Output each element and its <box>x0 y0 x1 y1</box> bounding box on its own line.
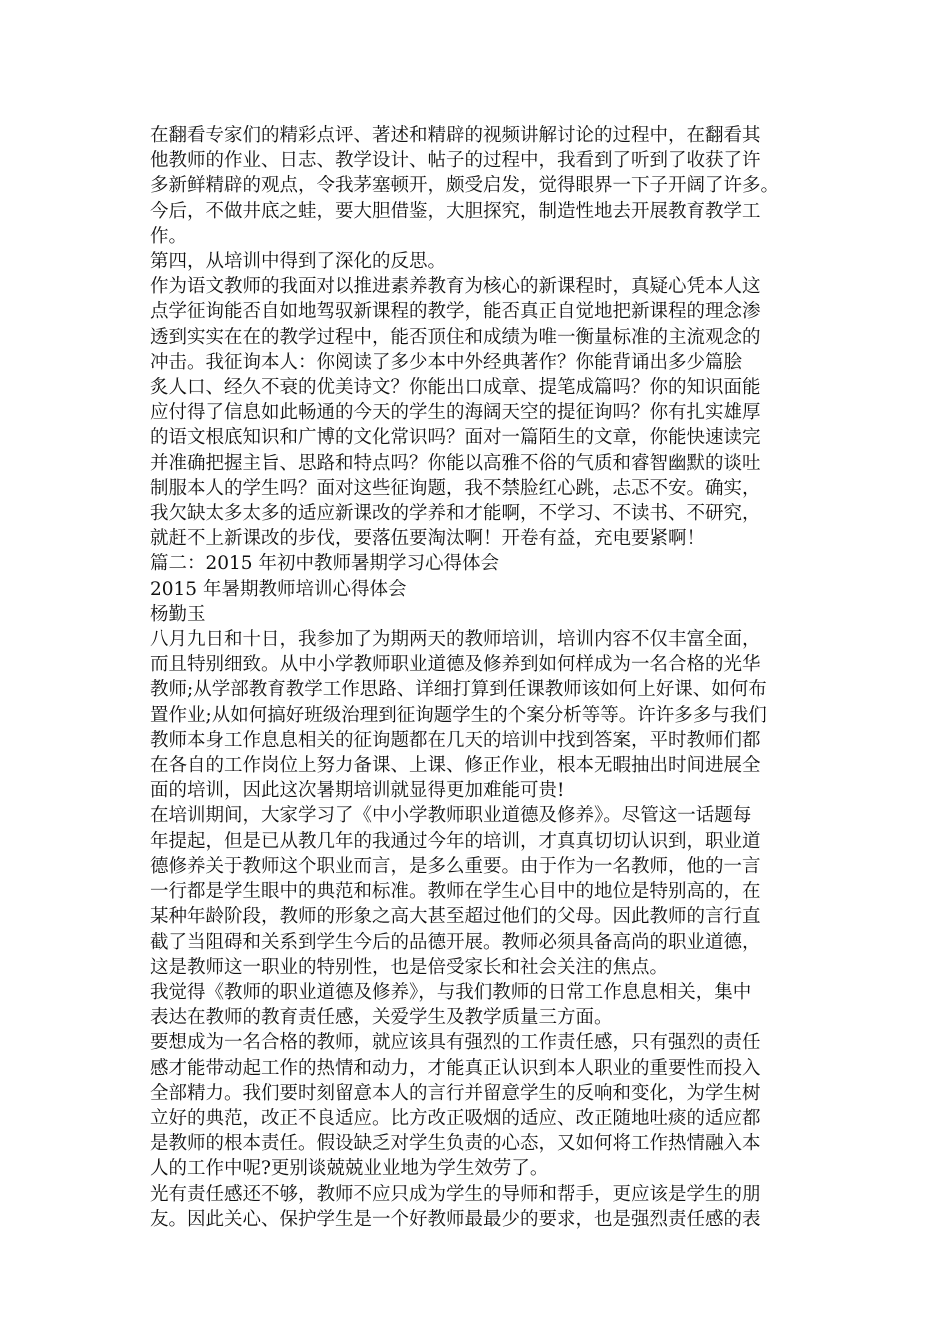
document-page <box>150 123 805 1232</box>
text-line: 而且特别细致。从中小学教师职业道德及修养到如何样成为一名合格的光华 <box>150 654 761 676</box>
text-line: 在翻看专家们的精彩点评、著述和精辟的视频讲解讨论的过程中，在翻看其 <box>150 125 761 146</box>
text-line: 在培训期间，大家学习了《中小学教师职业道德及修养》。尽管这一话题每 <box>150 805 752 827</box>
text-line: 立好的典范，改正不良适应。比方改正吸烟的适应、改正随地吐痰的适应都 <box>150 1107 761 1129</box>
text-line: 全部精力。我们要时刻留意本人的言行并留意学生的反响和变化，为学生树 <box>150 1082 761 1104</box>
text-line: 就赶不上新课改的步伐，要落伍要淘汰啊！开卷有益，充电要紧啊！ <box>150 528 706 550</box>
text-line: 德修养关于教师这个职业而言，是多么重要。由于作为一名教师，他的一言 <box>150 855 761 877</box>
text-line: 在各自的工作岗位上努力备课、上课、修正作业，根本无暇抽出时间进展全 <box>150 755 761 777</box>
text-line: 教师本身工作息息相关的征询题都在几天的培训中找到答案，平时教师们都 <box>150 729 761 751</box>
text-line: 光有责任感还不够，教师不应只成为学生的导师和帮手，更应该是学生的朋 <box>150 1183 761 1205</box>
text-line: 教师;从学部教育教学工作思路、详细打算到任课教师该如何上好课、如何布 <box>150 679 767 701</box>
text-line: 截了当阻碍和关系到学生今后的品德开展。教师必须具备高尚的职业道德， <box>150 931 761 953</box>
text-line: 这是教师这一职业的特别性，也是倍受家长和社会关注的焦点。 <box>150 956 669 978</box>
text-line: 要想成为一名合格的教师，就应该具有强烈的工作责任感，只有强烈的责任 <box>150 1032 761 1054</box>
text-line: 置作业;从如何搞好班级治理到征询题学生的个案分析等等。许许多多与我们 <box>150 704 767 726</box>
text-line: 今后，不做井底之蛙，要大胆借鉴，大胆探究，制造性地去开展教育教学工 <box>150 200 761 222</box>
text-line: 八月九日和十日，我参加了为期两天的教师培训，培训内容不仅丰富全面， <box>150 629 761 651</box>
article-heading: 篇二：2015 年初中教师暑期学习心得体会 <box>150 553 499 575</box>
text-line: 透到实实在在的教学过程中，能否顶住和成绩为唯一衡量标准的主流观念的 <box>150 326 761 348</box>
text-line: 多新鲜精辟的观点，令我茅塞顿开，颇受启发，觉得眼界一下子开阔了许多。 <box>150 175 780 197</box>
text-line: 表达在教师的教育责任感，关爱学生及教学质量三方面。 <box>150 1007 613 1029</box>
text-line: 感才能带动起工作的热情和动力，才能真正认识到本人职业的重要性而投入 <box>150 1057 761 1079</box>
author-name: 杨勤玉 <box>150 603 206 625</box>
text-line: 友。因此关心、保护学生是一个好教师最最少的要求，也是强烈责任感的表 <box>150 1208 761 1230</box>
article-title: 2015 年暑期教师培训心得体会 <box>150 578 407 600</box>
text-line: 一行都是学生眼中的典范和标准。教师在学生心目中的地位是特别高的，在 <box>150 881 761 903</box>
text-line: 我欠缺太多太多的适应新课改的学养和才能啊，不学习、不读书、不研究， <box>150 503 761 525</box>
text-line: 我觉得《教师的职业道德及修养》，与我们教师的日常工作息息相关，集中 <box>150 981 752 1003</box>
text-line: 人的工作中呢?更别谈兢兢业业地为学生效劳了。 <box>150 1158 549 1180</box>
text-line: 并准确把握主旨、思路和特点吗？你能以高雅不俗的气质和睿智幽默的谈吐 <box>150 452 761 474</box>
text-line: 年提起，但是已从教几年的我通过今年的培训，才真真切切认识到，职业道 <box>150 830 761 852</box>
text-line: 点学征询能否自如地驾驭新课程的教学，能否真正自觉地把新课程的理念渗 <box>150 301 761 323</box>
text-line: 的语文根底知识和广博的文化常识吗？面对一篇陌生的文章，你能快速读完 <box>150 427 761 449</box>
text-line: 制服本人的学生吗？面对这些征询题，我不禁脸红心跳，忐忑不安。确实， <box>150 477 761 499</box>
text-line: 面的培训，因此这次暑期培训就显得更加难能可贵! <box>150 780 565 802</box>
section-heading: 第四，从培训中得到了深化的反思。 <box>150 251 447 273</box>
text-line: 作。 <box>150 225 188 247</box>
text-line: 某种年龄阶段，教师的形象之高大甚至超过他们的父母。因此教师的言行直 <box>150 906 761 928</box>
text-line: 是教师的根本责任。假设缺乏对学生负责的心态，又如何将工作热情融入本 <box>150 1133 761 1155</box>
text-line: 他教师的作业、日志、教学设计、帖子的过程中，我看到了听到了收获了许 <box>150 150 761 172</box>
text-line: 应付得了信息如此畅通的今天的学生的海阔天空的提征询吗？你有扎实雄厚 <box>150 402 761 424</box>
text-line: 炙人口、经久不衰的优美诗文？你能出口成章、提笔成篇吗？你的知识面能 <box>150 377 761 399</box>
text-line: 作为语文教师的我面对以推进素养教育为核心的新课程时，真疑心凭本人这 <box>150 276 761 298</box>
text-line: 冲击。我征询本人：你阅读了多少本中外经典著作？你能背诵出多少篇脍 <box>150 351 743 373</box>
document-body-text <box>150 123 805 1232</box>
